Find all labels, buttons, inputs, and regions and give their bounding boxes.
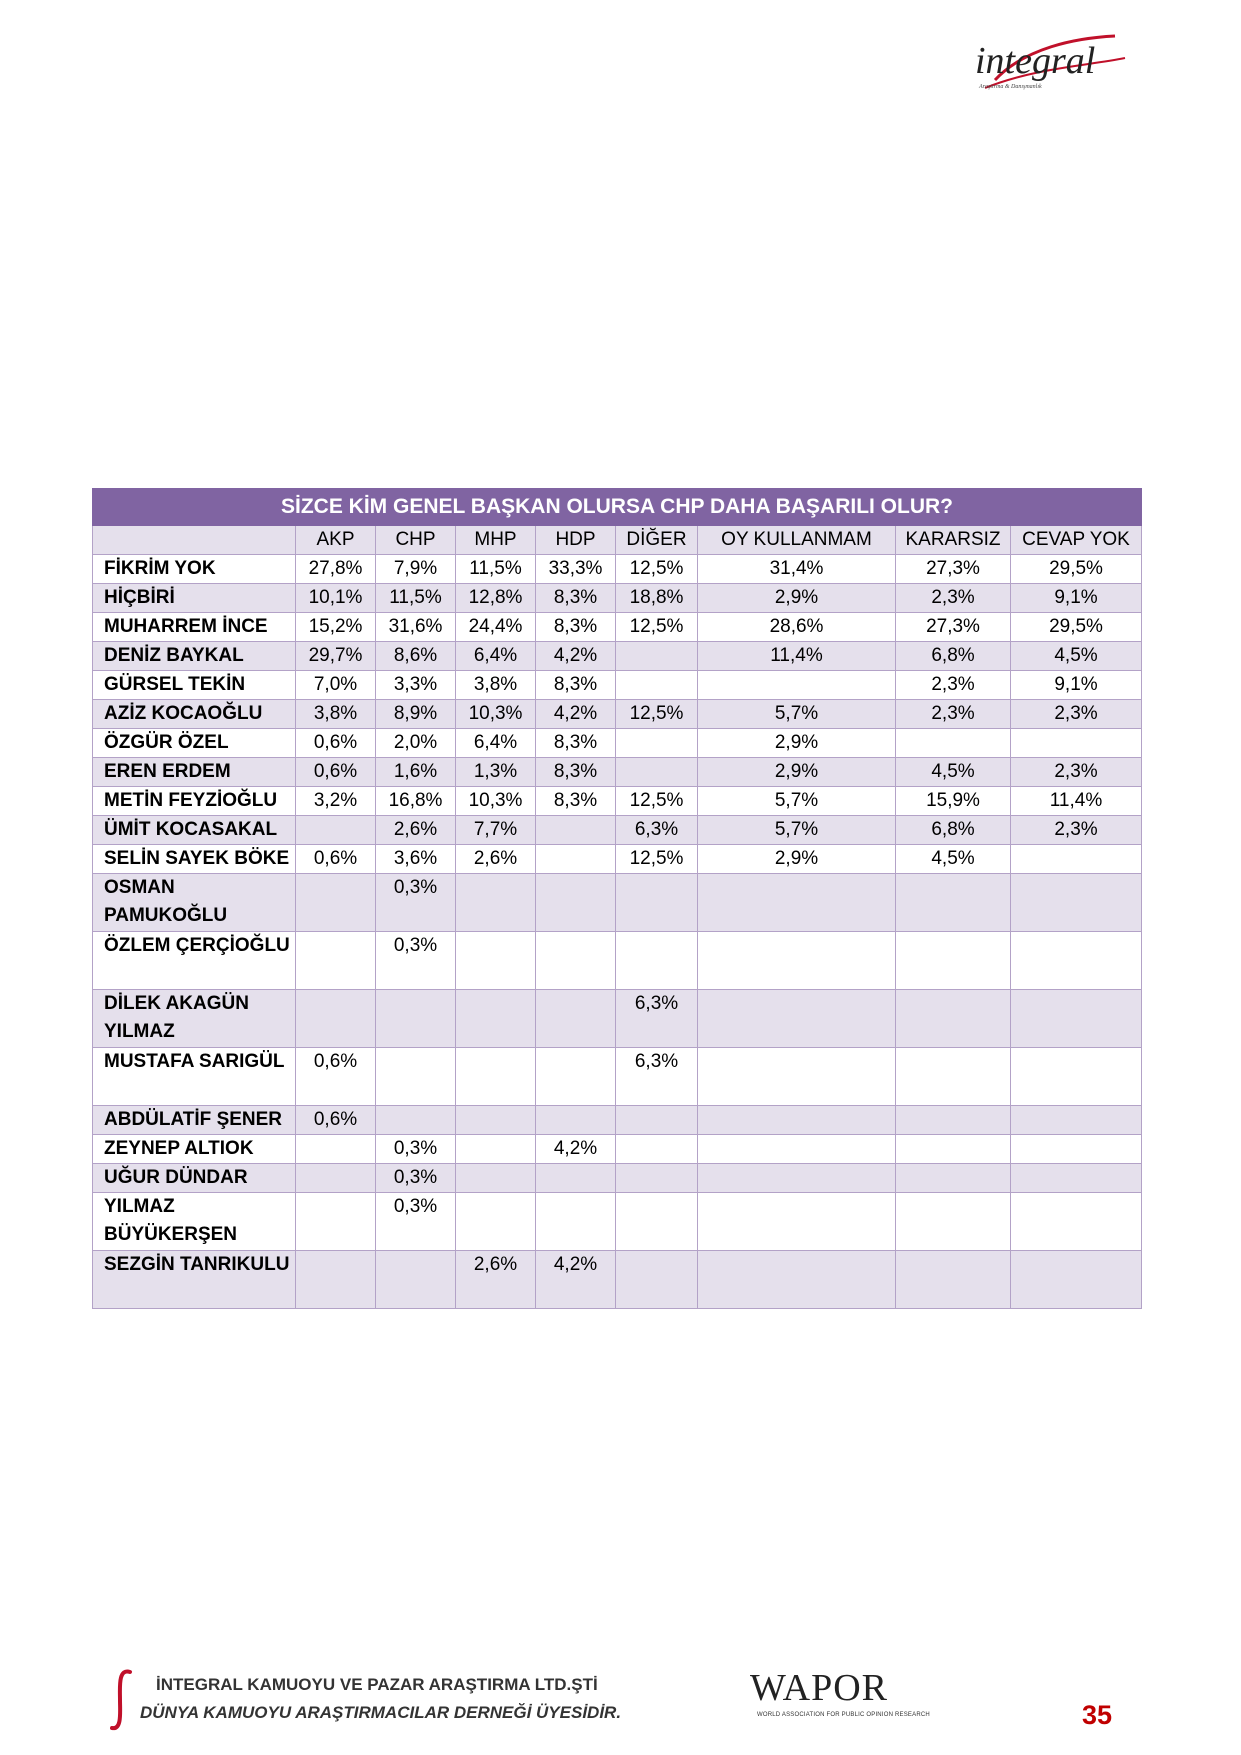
- table-title: SİZCE KİM GENEL BAŞKAN OLURSA CHP DAHA BAŞARILI OLUR?: [93, 489, 1142, 526]
- value-cell: [896, 990, 1011, 1048]
- table-row: [93, 758, 1142, 787]
- value-cell: [616, 758, 698, 787]
- value-cell: 11,4%: [1011, 787, 1142, 816]
- value-cell: 10,1%: [296, 584, 376, 613]
- value-cell: 8,3%: [536, 613, 616, 642]
- value-cell: [616, 1106, 698, 1135]
- value-cell: 29,7%: [296, 642, 376, 671]
- column-header: CEVAP YOK: [1011, 526, 1142, 555]
- row-label: ABDÜLATİF ŞENER: [93, 1106, 296, 1135]
- value-cell: [616, 1193, 698, 1251]
- value-cell: [456, 1164, 536, 1193]
- row-label: GÜRSEL TEKİN: [93, 671, 296, 700]
- value-cell: 5,7%: [698, 787, 896, 816]
- value-cell: 6,8%: [896, 816, 1011, 845]
- value-cell: 12,5%: [616, 555, 698, 584]
- value-cell: [376, 1048, 456, 1106]
- row-label: EREN ERDEM: [93, 758, 296, 787]
- value-cell: 12,5%: [616, 845, 698, 874]
- value-cell: 10,3%: [456, 787, 536, 816]
- value-cell: [296, 1193, 376, 1251]
- value-cell: [456, 932, 536, 990]
- row-label: FİKRİM YOK: [93, 555, 296, 584]
- value-cell: 11,5%: [376, 584, 456, 613]
- table-row: [93, 642, 1142, 671]
- value-cell: 0,6%: [296, 729, 376, 758]
- row-label: ÜMİT KOCASAKAL: [93, 816, 296, 845]
- value-cell: 11,4%: [698, 642, 896, 671]
- row-label: YILMAZ BÜYÜKERŞEN: [93, 1193, 296, 1251]
- results-table-container: [92, 488, 1141, 1309]
- row-label: ÖZGÜR ÖZEL: [93, 729, 296, 758]
- column-header: DİĞER: [616, 526, 698, 555]
- value-cell: 2,9%: [698, 729, 896, 758]
- value-cell: [296, 816, 376, 845]
- row-label: SEZGİN TANRIKULU: [93, 1251, 296, 1309]
- table-row: [93, 787, 1142, 816]
- value-cell: 31,4%: [698, 555, 896, 584]
- row-label: MUHARREM İNCE: [93, 613, 296, 642]
- row-label: ZEYNEP ALTIOK: [93, 1135, 296, 1164]
- value-cell: 6,3%: [616, 990, 698, 1048]
- value-cell: 29,5%: [1011, 613, 1142, 642]
- table-row: [93, 584, 1142, 613]
- value-cell: [1011, 1251, 1142, 1309]
- company-name: İNTEGRAL KAMUOYU VE PAZAR ARAŞTIRMA LTD.ŞTİ: [156, 1675, 598, 1694]
- value-cell: [896, 1251, 1011, 1309]
- value-cell: 12,5%: [616, 700, 698, 729]
- value-cell: 16,8%: [376, 787, 456, 816]
- value-cell: [1011, 1164, 1142, 1193]
- value-cell: 4,5%: [896, 845, 1011, 874]
- value-cell: [698, 1106, 896, 1135]
- value-cell: 2,0%: [376, 729, 456, 758]
- value-cell: [456, 1106, 536, 1135]
- column-header: MHP: [456, 526, 536, 555]
- value-cell: 2,3%: [1011, 758, 1142, 787]
- value-cell: 2,6%: [456, 1251, 536, 1309]
- value-cell: 6,3%: [616, 1048, 698, 1106]
- value-cell: 6,4%: [456, 729, 536, 758]
- value-cell: 10,3%: [456, 700, 536, 729]
- value-cell: 4,5%: [1011, 642, 1142, 671]
- value-cell: [1011, 932, 1142, 990]
- row-label: DENİZ BAYKAL: [93, 642, 296, 671]
- value-cell: [698, 1135, 896, 1164]
- value-cell: 8,6%: [376, 642, 456, 671]
- value-cell: 8,9%: [376, 700, 456, 729]
- value-cell: 2,3%: [896, 700, 1011, 729]
- value-cell: 8,3%: [536, 787, 616, 816]
- column-header-row: [93, 526, 1142, 555]
- column-header: CHP: [376, 526, 456, 555]
- value-cell: [536, 1048, 616, 1106]
- wapor-logo: WAPOR: [750, 1667, 889, 1709]
- value-cell: [1011, 1048, 1142, 1106]
- value-cell: [698, 1164, 896, 1193]
- value-cell: 4,2%: [536, 1251, 616, 1309]
- value-cell: 2,3%: [896, 584, 1011, 613]
- row-label: OSMAN PAMUKOĞLU: [93, 874, 296, 932]
- row-label: METİN FEYZİOĞLU: [93, 787, 296, 816]
- value-cell: [376, 1106, 456, 1135]
- table-row: [93, 1164, 1142, 1193]
- value-cell: [616, 671, 698, 700]
- value-cell: 8,3%: [536, 729, 616, 758]
- value-cell: [536, 874, 616, 932]
- value-cell: [698, 990, 896, 1048]
- table-row: [93, 816, 1142, 845]
- value-cell: 6,3%: [616, 816, 698, 845]
- value-cell: [698, 874, 896, 932]
- value-cell: [1011, 1135, 1142, 1164]
- value-cell: [616, 874, 698, 932]
- value-cell: 2,9%: [698, 758, 896, 787]
- table-row: [93, 845, 1142, 874]
- table-row: [93, 1193, 1142, 1251]
- value-cell: 5,7%: [698, 700, 896, 729]
- value-cell: 3,8%: [456, 671, 536, 700]
- value-cell: [896, 729, 1011, 758]
- value-cell: [536, 990, 616, 1048]
- row-label: ÖZLEM ÇERÇİOĞLU: [93, 932, 296, 990]
- table-row: [93, 1048, 1142, 1106]
- value-cell: 2,6%: [456, 845, 536, 874]
- value-cell: 0,3%: [376, 1164, 456, 1193]
- value-cell: 27,8%: [296, 555, 376, 584]
- value-cell: 4,5%: [896, 758, 1011, 787]
- integral-sign-icon: [108, 1668, 136, 1732]
- value-cell: 15,9%: [896, 787, 1011, 816]
- value-cell: [296, 932, 376, 990]
- value-cell: [698, 932, 896, 990]
- value-cell: [896, 1048, 1011, 1106]
- value-cell: [536, 1193, 616, 1251]
- value-cell: [698, 1048, 896, 1106]
- value-cell: 6,4%: [456, 642, 536, 671]
- value-cell: 31,6%: [376, 613, 456, 642]
- table-row: [93, 932, 1142, 990]
- value-cell: 28,6%: [698, 613, 896, 642]
- value-cell: [896, 932, 1011, 990]
- value-cell: 0,6%: [296, 758, 376, 787]
- value-cell: 24,4%: [456, 613, 536, 642]
- value-cell: [616, 642, 698, 671]
- wapor-subtitle: WORLD ASSOCIATION FOR PUBLIC OPINION RESEARCH: [757, 1712, 930, 1718]
- results-table: [92, 488, 1142, 1309]
- value-cell: [456, 1048, 536, 1106]
- value-cell: 18,8%: [616, 584, 698, 613]
- value-cell: [456, 1135, 536, 1164]
- row-label: HİÇBİRİ: [93, 584, 296, 613]
- membership-text: DÜNYA KAMUOYU ARAŞTIRMACILAR DERNEĞİ ÜYESİDİR.: [140, 1703, 622, 1722]
- value-cell: 0,3%: [376, 1135, 456, 1164]
- table-row: [93, 671, 1142, 700]
- table-row: [93, 1251, 1142, 1309]
- value-cell: [698, 1251, 896, 1309]
- column-header: HDP: [536, 526, 616, 555]
- value-cell: 3,2%: [296, 787, 376, 816]
- table-row: [93, 1135, 1142, 1164]
- value-cell: [296, 1164, 376, 1193]
- value-cell: 6,8%: [896, 642, 1011, 671]
- row-label: SELİN SAYEK BÖKE: [93, 845, 296, 874]
- value-cell: [456, 990, 536, 1048]
- value-cell: [296, 874, 376, 932]
- value-cell: 27,3%: [896, 613, 1011, 642]
- value-cell: [616, 1164, 698, 1193]
- value-cell: 5,7%: [698, 816, 896, 845]
- value-cell: 2,6%: [376, 816, 456, 845]
- value-cell: [896, 1106, 1011, 1135]
- value-cell: [536, 816, 616, 845]
- value-cell: [1011, 729, 1142, 758]
- value-cell: 1,3%: [456, 758, 536, 787]
- value-cell: 8,3%: [536, 671, 616, 700]
- value-cell: [896, 1193, 1011, 1251]
- column-header: AKP: [296, 526, 376, 555]
- value-cell: 7,0%: [296, 671, 376, 700]
- table-row: [93, 874, 1142, 932]
- value-cell: 4,2%: [536, 1135, 616, 1164]
- value-cell: 9,1%: [1011, 671, 1142, 700]
- integral-logo: [965, 28, 1130, 98]
- logo-tagline: Araştırma & Danışmanlık: [979, 84, 1042, 90]
- value-cell: [456, 1193, 536, 1251]
- value-cell: 4,2%: [536, 700, 616, 729]
- value-cell: 3,3%: [376, 671, 456, 700]
- value-cell: 2,3%: [896, 671, 1011, 700]
- value-cell: [376, 990, 456, 1048]
- value-cell: [1011, 874, 1142, 932]
- value-cell: [616, 729, 698, 758]
- table-row: [93, 700, 1142, 729]
- value-cell: [616, 1251, 698, 1309]
- table-row: [93, 1106, 1142, 1135]
- value-cell: 9,1%: [1011, 584, 1142, 613]
- value-cell: 29,5%: [1011, 555, 1142, 584]
- value-cell: [296, 990, 376, 1048]
- table-row: [93, 613, 1142, 642]
- value-cell: 2,3%: [1011, 700, 1142, 729]
- value-cell: 33,3%: [536, 555, 616, 584]
- value-cell: [698, 1193, 896, 1251]
- value-cell: [1011, 1106, 1142, 1135]
- value-cell: [1011, 845, 1142, 874]
- value-cell: [1011, 1193, 1142, 1251]
- value-cell: 0,3%: [376, 932, 456, 990]
- column-header: OY KULLANMAM: [698, 526, 896, 555]
- value-cell: 12,5%: [616, 787, 698, 816]
- value-cell: 2,9%: [698, 584, 896, 613]
- table-row: [93, 729, 1142, 758]
- value-cell: 12,5%: [616, 613, 698, 642]
- value-cell: 1,6%: [376, 758, 456, 787]
- value-cell: [616, 1135, 698, 1164]
- row-label: UĞUR DÜNDAR: [93, 1164, 296, 1193]
- value-cell: [698, 671, 896, 700]
- value-cell: 3,6%: [376, 845, 456, 874]
- value-cell: [896, 874, 1011, 932]
- value-cell: 27,3%: [896, 555, 1011, 584]
- column-header: KARARSIZ: [896, 526, 1011, 555]
- value-cell: 2,3%: [1011, 816, 1142, 845]
- value-cell: 7,9%: [376, 555, 456, 584]
- corner-cell: [93, 526, 296, 555]
- row-label: MUSTAFA SARIGÜL: [93, 1048, 296, 1106]
- value-cell: [296, 1251, 376, 1309]
- value-cell: [536, 1164, 616, 1193]
- value-cell: 8,3%: [536, 584, 616, 613]
- value-cell: 0,6%: [296, 1048, 376, 1106]
- value-cell: [536, 845, 616, 874]
- row-label: DİLEK AKAGÜN YILMAZ: [93, 990, 296, 1048]
- value-cell: [896, 1164, 1011, 1193]
- value-cell: [616, 932, 698, 990]
- value-cell: 11,5%: [456, 555, 536, 584]
- value-cell: 0,3%: [376, 1193, 456, 1251]
- value-cell: [536, 1106, 616, 1135]
- row-label: AZİZ KOCAOĞLU: [93, 700, 296, 729]
- value-cell: 0,3%: [376, 874, 456, 932]
- table-row: [93, 990, 1142, 1048]
- value-cell: [456, 874, 536, 932]
- value-cell: 3,8%: [296, 700, 376, 729]
- value-cell: [536, 932, 616, 990]
- value-cell: [896, 1135, 1011, 1164]
- value-cell: 8,3%: [536, 758, 616, 787]
- page-number: 35: [1082, 1700, 1113, 1730]
- value-cell: 0,6%: [296, 845, 376, 874]
- table-row: [93, 555, 1142, 584]
- value-cell: 12,8%: [456, 584, 536, 613]
- value-cell: 7,7%: [456, 816, 536, 845]
- value-cell: [296, 1135, 376, 1164]
- value-cell: 2,9%: [698, 845, 896, 874]
- value-cell: [376, 1251, 456, 1309]
- value-cell: 4,2%: [536, 642, 616, 671]
- value-cell: [1011, 990, 1142, 1048]
- logo-text: integral: [975, 40, 1096, 82]
- value-cell: 15,2%: [296, 613, 376, 642]
- value-cell: 0,6%: [296, 1106, 376, 1135]
